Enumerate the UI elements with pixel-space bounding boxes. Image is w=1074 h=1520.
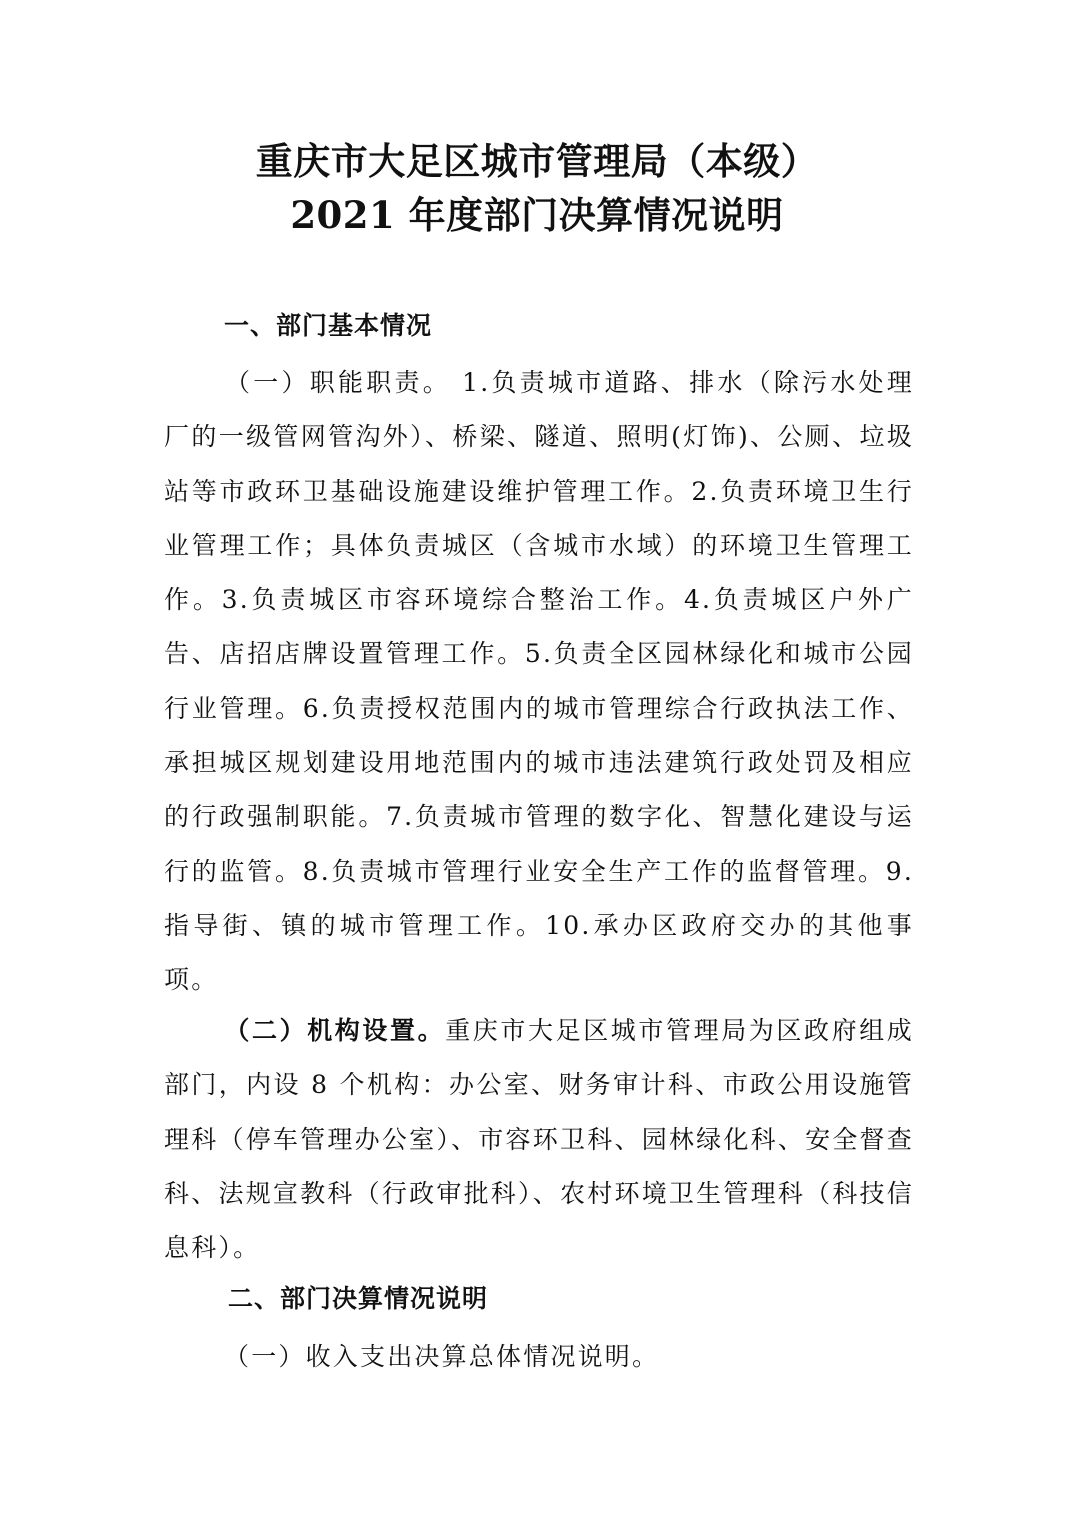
section-2-heading: 二、部门决算情况说明 [228,1284,489,1313]
section-1-organization-paragraph [164,1004,914,1275]
organization-text: 重庆市大足区城市管理局为区政府组成部门，内设 8 个机构：办公室、财务审计科、市政公用设施管理科（停车管理办公室）、市容环卫科、园林绿化科、安全督查科、法规宣教科（行政审批科）、农村环境卫生管理科（科技信息科）。 [164,1016,914,1263]
organization-lead: （二）机构设置。 [224,1016,446,1045]
document-title-line-1: 重庆市大足区城市管理局（本级） [255,139,819,183]
income-expenditure-subheading: （一）收入支出决算总体情况说明。 [224,1342,660,1371]
section-1-duties-paragraph [164,356,914,1008]
section-2-subheading [164,1330,914,1384]
duties-text: 1.负责城市道路、排水（除污水处理厂的一级管网管沟外）、桥梁、隧道、照明(灯饰)、公厕、垃圾站等市政环卫基础设施建设维护管理工作。2.负责环境卫生行业管理工作；具体负责城区（含城市水域）的环境卫生管理工作。3.负责城区市容环境综合整治工作。4.负责城区户外广告、店招店牌设置管理工作。5.负责全区园林绿化和城市公园行业管理。6.负责授权范围内的城市管理综合行政执法工作、承担城区规划建设用地范围内的城市违法建筑行政处罚及相应的行政强制职能。7.负责城市管理的数字化、智慧化建设与运行的监管。8.负责城市管理行业安全生产工作的监督管理。9.指导街、镇的城市管理工作。10.承办区政府交办的其他事项。 [164,368,914,995]
section-1-heading: 一、部门基本情况 [224,311,433,340]
duties-lead: （一）职能职责。 [224,368,451,397]
document-title-line-2: 2021 年度部门决算情况说明 [290,193,784,237]
